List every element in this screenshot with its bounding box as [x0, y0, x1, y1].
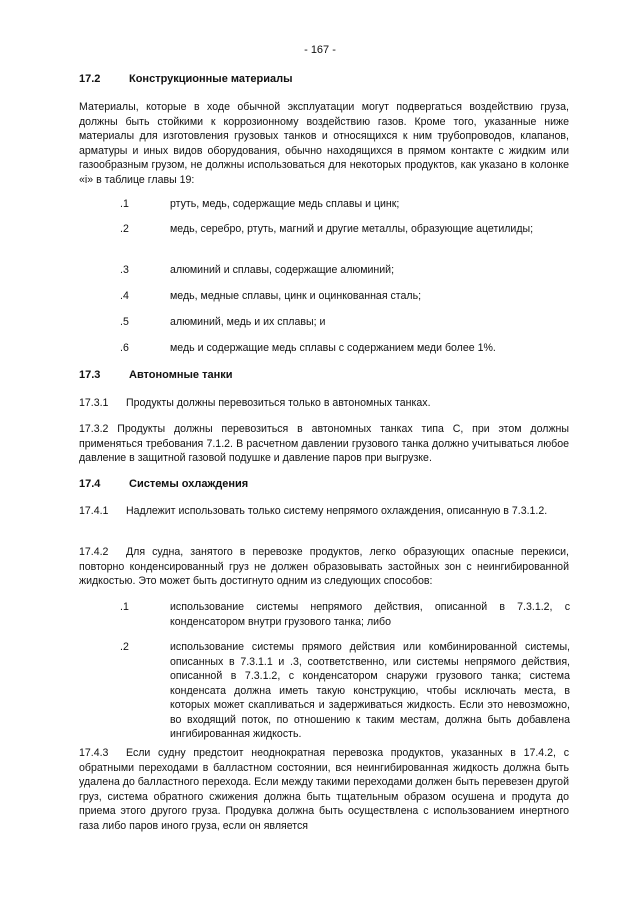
paragraph-17-3-1: 17.3.1 Продукты должны перевозиться только в автономных танках. [79, 397, 431, 409]
list-item: .2 медь, серебро, ртуть, магний и другие металлы, образующие ацетилиды; [120, 223, 534, 235]
paragraph-17-4-1: 17.4.1 Надлежит использовать только систему непрямого охлаждения, описанную в 7.3.1.2. [79, 505, 548, 517]
section-17-2-heading [79, 73, 569, 85]
list-item: .1 использование системы непрямого действия, описанной в 7.3.1.2, с конденсатором внутри грузового танка; либо [120, 601, 570, 628]
paragraph-17-4-2: 17.4.2 Для судна, занятого в перевозке продуктов, легко образующих опасные перекиси, повторно конденсированный груз не должен образовывать застойных зон с неингибированной жидкостью. Это может быть достигнуто одним из следующих способов: [79, 546, 569, 587]
section-title: Системы охлаждения [129, 478, 249, 490]
section-title: Автономные танки [129, 369, 233, 381]
paragraph-17-2: Материалы, которые в ходе обычной эксплуатации могут подвергаться воздействию груза, должны быть стойкими к коррозионному воздействию газов. Кроме того, указанные ниже материалы для изготовления грузовых танков и относящихся к ним трубопроводов, клапанов, арматуры и иных видов оборудования, обычно находящихся в прямом контакте с жидким или газообразным грузом, не должны использоваться для некоторых продуктов, как указано в колонке «i» в таблице главы 19: [79, 101, 569, 186]
list-item: .2 использование системы прямого действия или комбинированной системы, описанных в 7.3.1.1 и .3, соответственно, или системы непрямого действия, описанной в 7.3.1.2, с конденсатором снаружи грузового танка; система конденсата должна иметь такую конструкцию, чтобы исключать места, в которых может скапливаться и задерживаться жидкость. Если это невозможно, во входящий поток, по отношению к таким местам, должна быть добавлена ингибированная жидкость. [120, 641, 570, 740]
page-number: - 167 - [304, 44, 336, 56]
section-number: 17.3 [79, 369, 101, 381]
list-item: .4 медь, медные сплавы, цинк и оцинкованная сталь; [120, 290, 422, 302]
list-item: .1 ртуть, медь, содержащие медь сплавы и цинк; [120, 198, 400, 210]
section-title: Конструкционные материалы [129, 73, 293, 85]
section-number: 17.2 [79, 73, 101, 85]
section-17-4-heading [79, 478, 569, 490]
section-number: 17.4 [79, 478, 101, 490]
paragraph-17-4-3: 17.4.3 Если судну предстоит неоднократная перевозка продуктов, указанных в 17.4.2, с обратными переходами в балластном состоянии, вся неингибированная жидкость должна быть удалена до балластного перехода. Если между такими переходами должен быть перевезен другой груз, система обратного сжижения должна быть тщательным образом осушена и продута до приема этого другого груза. Продувка должна быть осуществлена с использованием инертного газа либо паров иного груза, если он является [79, 747, 569, 832]
paragraph-17-3-2: 17.3.2 Продукты должны перевозиться в автономных танках типа С, при этом должны применяться требования 7.1.2. В расчетном давлении грузового танка должно учитываться любое давление в защитной газовой подушке и давление паров при выгрузке. [79, 423, 569, 464]
section-17-3-heading [79, 369, 569, 381]
list-item: .6 медь и содержащие медь сплавы с содержанием меди более 1%. [120, 342, 496, 354]
list-item: .3 алюминий и сплавы, содержащие алюминий; [120, 264, 395, 276]
list-item: .5 алюминий, медь и их сплавы; и [120, 316, 326, 328]
